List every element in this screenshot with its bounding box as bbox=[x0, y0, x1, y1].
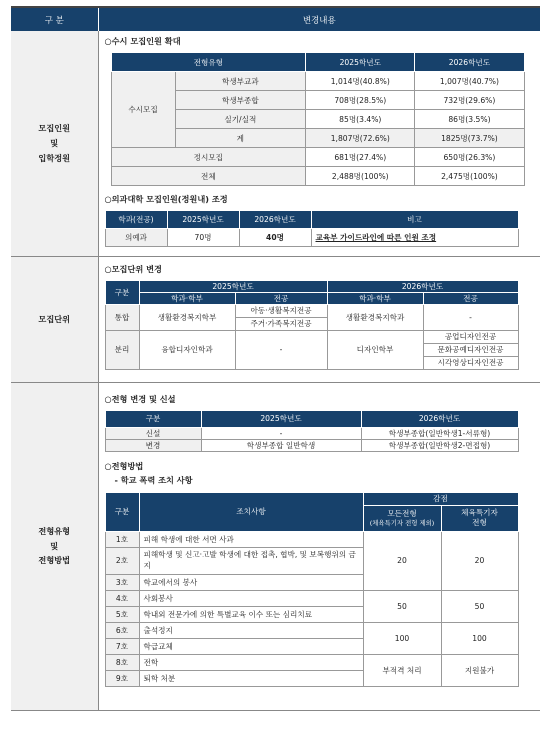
row-label: 전체 bbox=[111, 167, 306, 186]
cell-value: 40명 bbox=[239, 229, 311, 247]
cell-value: - bbox=[201, 427, 361, 439]
cell-value: 85명(3.4%) bbox=[306, 110, 415, 129]
row-no: 7호 bbox=[105, 638, 139, 654]
deduct-sport: 지원불가 bbox=[441, 654, 518, 686]
row-no: 1호 bbox=[105, 531, 139, 547]
col-header: 비고 bbox=[311, 211, 518, 229]
section-title: ○전형방법 bbox=[104, 460, 144, 471]
section-content-method bbox=[98, 382, 540, 710]
row-no: 4호 bbox=[105, 590, 139, 606]
cell-value: 732명(29.6%) bbox=[415, 91, 524, 110]
group-label: 수시모집 bbox=[111, 72, 175, 148]
subsection-title: - 학교 폭력 조치 사항 bbox=[114, 474, 193, 485]
col-header: 구분 bbox=[105, 280, 139, 304]
row-action: 학급교체 bbox=[139, 638, 363, 654]
type-cell: 분리 bbox=[105, 330, 139, 369]
header-category: 구 분 bbox=[11, 7, 98, 31]
medical-table bbox=[105, 210, 519, 247]
cell-value: 2,475명(100%) bbox=[415, 167, 524, 186]
cell-value: 2,488명(100%) bbox=[306, 167, 415, 186]
row-action: 학내외 전문가에 의한 특별교육 이수 또는 심리치료 bbox=[139, 606, 363, 622]
col-header: 감점 bbox=[363, 492, 518, 505]
row-action: 사회봉사 bbox=[139, 590, 363, 606]
section-label-quota: 모집인원 및 입학정원 bbox=[11, 31, 98, 256]
change-type-table bbox=[105, 410, 519, 452]
row-action: 피해학생 및 신고·고발 학생에 대한 접촉, 협박, 및 보복행위의 금지 bbox=[139, 547, 363, 574]
cell-value: 1,807명(72.6%) bbox=[306, 129, 415, 148]
section-label-unit: 모집단위 bbox=[11, 256, 98, 382]
col-header: 2025학년도 bbox=[306, 53, 415, 72]
quota-table bbox=[111, 52, 525, 186]
cell-value: 디자인학부 bbox=[327, 330, 423, 369]
col-header: 학과·학부 bbox=[139, 292, 235, 304]
violence-table bbox=[105, 492, 519, 687]
cell-value: 시각영상디자인전공 bbox=[423, 356, 518, 369]
col-header: 전공 bbox=[235, 292, 327, 304]
col-header: 전형유형 bbox=[111, 53, 306, 72]
cell-value: 생활환경복지학과 bbox=[327, 304, 423, 330]
cell-value: 1825명(73.7%) bbox=[415, 129, 524, 148]
row-no: 5호 bbox=[105, 606, 139, 622]
row-label: 학생부교과 bbox=[175, 72, 306, 91]
col-header: 구분 bbox=[105, 410, 201, 427]
col-header: 2025학년도 bbox=[167, 211, 239, 229]
row-no: 6호 bbox=[105, 622, 139, 638]
dept-cell: 의예과 bbox=[105, 229, 167, 247]
note-cell: 교육부 가이드라인에 따른 인원 조정 bbox=[311, 229, 518, 247]
row-no: 3호 bbox=[105, 574, 139, 590]
col-header: 2026학년도 bbox=[361, 410, 518, 427]
row-action: 피해 학생에 대한 서면 사과 bbox=[139, 531, 363, 547]
col-header: 조치사항 bbox=[139, 492, 363, 531]
type-cell: 신설 bbox=[105, 427, 201, 439]
cell-value: - bbox=[235, 330, 327, 369]
col-header-all: 모든전형 (체육특기자 전형 제외) bbox=[363, 505, 441, 531]
row-label: 계 bbox=[175, 129, 306, 148]
row-action: 학교에서의 봉사 bbox=[139, 574, 363, 590]
cell-value: 1,014명(40.8%) bbox=[306, 72, 415, 91]
row-action: 전학 bbox=[139, 654, 363, 670]
row-action: 퇴학 처분 bbox=[139, 670, 363, 686]
row-action: 출석정지 bbox=[139, 622, 363, 638]
col-header: 2026학년도 bbox=[327, 280, 518, 292]
cell-value: 융합디자인학과 bbox=[139, 330, 235, 369]
cell-value: 70명 bbox=[167, 229, 239, 247]
col-header: 학과·학부 bbox=[327, 292, 423, 304]
col-header: 2026학년도 bbox=[415, 53, 524, 72]
deduct-all: 100 bbox=[363, 622, 441, 654]
section-content-unit bbox=[98, 256, 540, 382]
cell-value: 문화공예디자인전공 bbox=[423, 343, 518, 356]
cell-value: 681명(27.4%) bbox=[306, 148, 415, 167]
row-label: 학생부종합 bbox=[175, 91, 306, 110]
row-no: 9호 bbox=[105, 670, 139, 686]
section-title: ○수시 모집인원 확대 bbox=[104, 36, 181, 46]
row-no: 2호 bbox=[105, 547, 139, 574]
deduct-sport: 20 bbox=[441, 531, 518, 590]
row-label: 실기/실적 bbox=[175, 110, 306, 129]
col-header: 구분 bbox=[105, 492, 139, 531]
col-header: 2025학년도 bbox=[139, 280, 327, 292]
cell-value: 학생부종합 일반학생 bbox=[201, 439, 361, 451]
cell-value: 공업디자인전공 bbox=[423, 330, 518, 343]
cell-value: 86명(3.5%) bbox=[415, 110, 524, 129]
col-header-sport: 체육특기자 전형 bbox=[441, 505, 518, 531]
cell-value: 주거·가족복지전공 bbox=[235, 317, 327, 330]
cell-value: 학생부종합(일반학생2-면접형) bbox=[361, 439, 518, 451]
row-label: 정시모집 bbox=[111, 148, 306, 167]
section-content-quota bbox=[98, 31, 540, 256]
unit-table bbox=[105, 280, 519, 370]
cell-value: 생활환경복지학부 bbox=[139, 304, 235, 330]
deduct-sport: 100 bbox=[441, 622, 518, 654]
deduct-sport: 50 bbox=[441, 590, 518, 622]
col-header: 2026학년도 bbox=[239, 211, 311, 229]
deduct-all: 부적격 처리 bbox=[363, 654, 441, 686]
section-title: ○전형 변경 및 신설 bbox=[104, 393, 176, 404]
cell-value: 650명(26.3%) bbox=[415, 148, 524, 167]
section-label-method: 전형유형 및 전형방법 bbox=[11, 382, 98, 710]
change-table bbox=[11, 6, 540, 711]
cell-value: 학생부종합(일반학생1-서류형) bbox=[361, 427, 518, 439]
cell-value: 708명(28.5%) bbox=[306, 91, 415, 110]
section-title: ○의과대학 모집인원(정원내) 조정 bbox=[104, 194, 228, 204]
deduct-all: 50 bbox=[363, 590, 441, 622]
type-cell: 변경 bbox=[105, 439, 201, 451]
deduct-all: 20 bbox=[363, 531, 441, 590]
header-content: 변경내용 bbox=[98, 7, 540, 31]
col-header: 학과(전공) bbox=[105, 211, 167, 229]
cell-value: 아동·생활복지전공 bbox=[235, 304, 327, 317]
section-title: ○모집단위 변경 bbox=[104, 263, 162, 274]
cell-value: - bbox=[423, 304, 518, 330]
type-cell: 통합 bbox=[105, 304, 139, 330]
col-header: 2025학년도 bbox=[201, 410, 361, 427]
cell-value: 1,007명(40.7%) bbox=[415, 72, 524, 91]
row-no: 8호 bbox=[105, 654, 139, 670]
col-header: 전공 bbox=[423, 292, 518, 304]
